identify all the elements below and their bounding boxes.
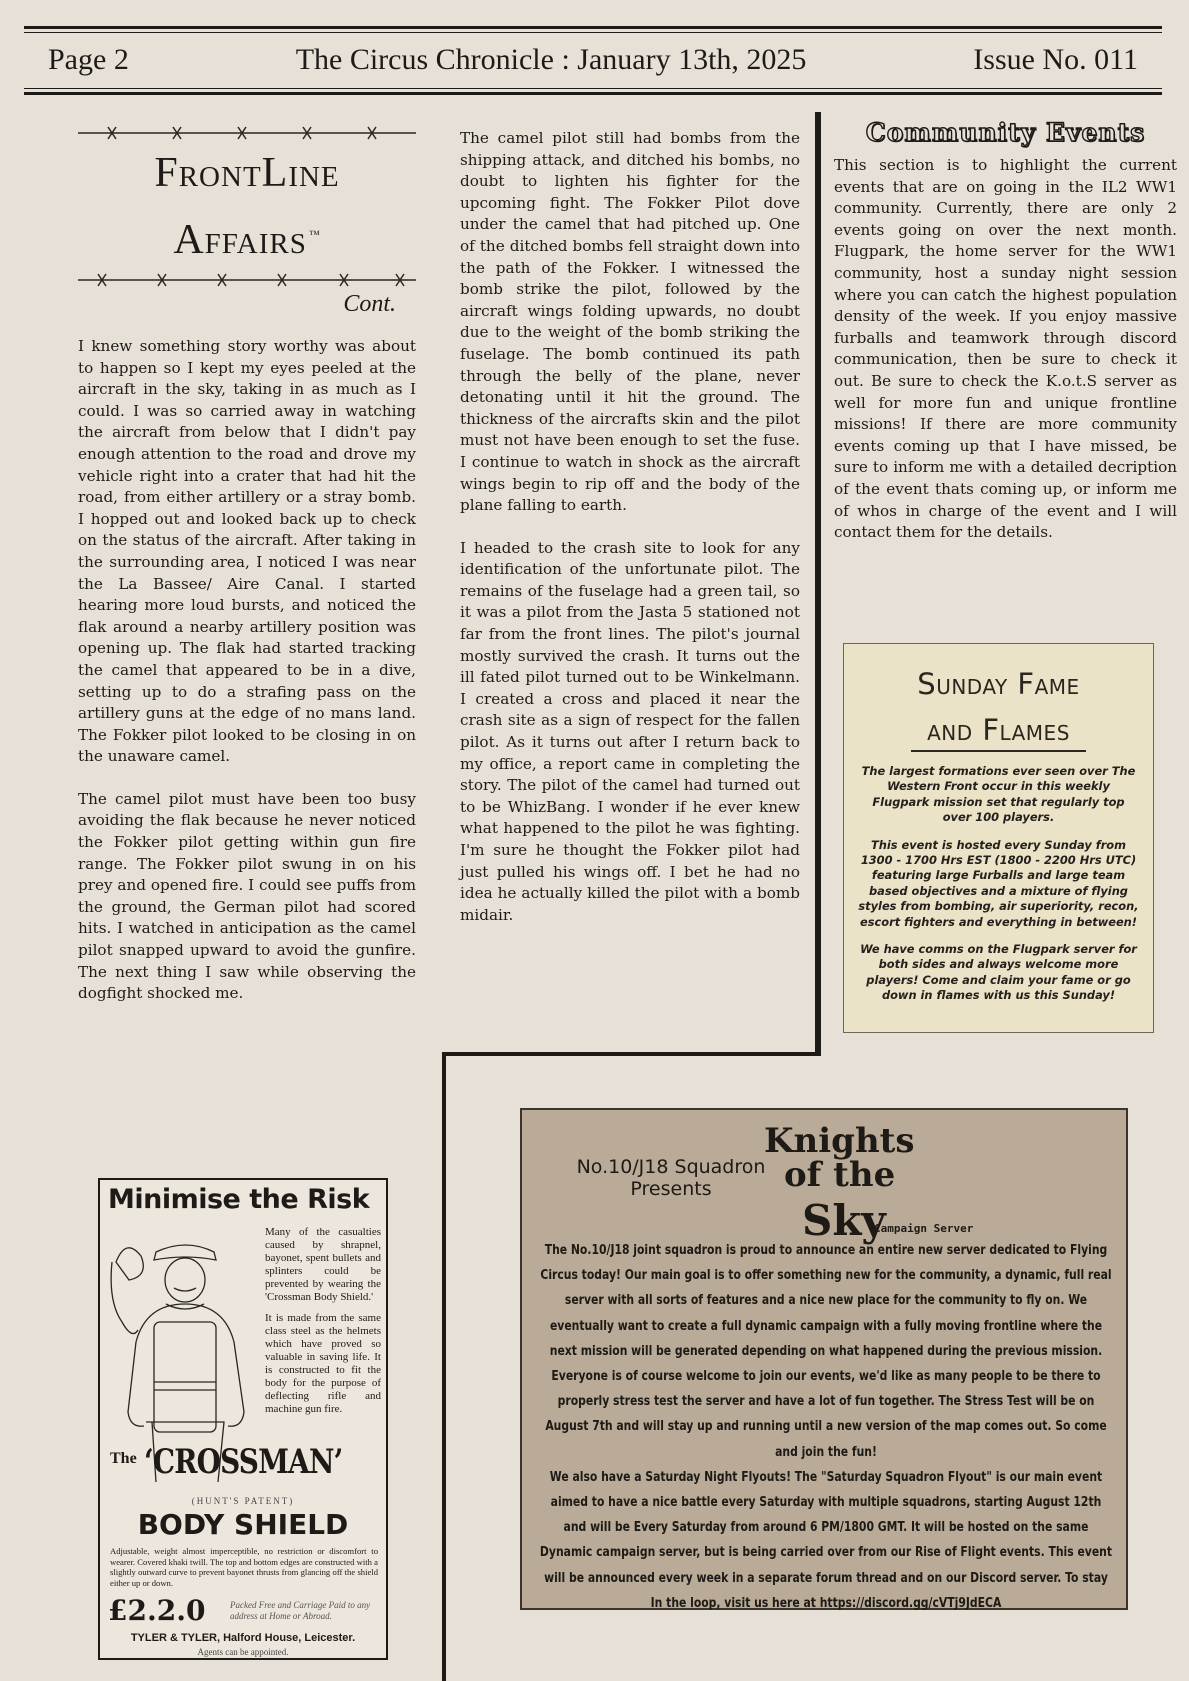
ad-side-paragraph: It is made from the same class steel as the helmets which have proved so valuable in saving life. It is constructed to fit the body for the purpose of deflecting rifle and machine gun fire.	[265, 1312, 381, 1415]
ad-body-shield: BODY SHIELD	[137, 1508, 349, 1541]
sunday-fame-box	[843, 643, 1154, 1033]
column-divider-horizontal	[442, 1052, 821, 1056]
community-events-section	[834, 118, 1177, 544]
continued-label: Cont.	[343, 291, 396, 317]
column-divider-lower	[442, 1052, 446, 1681]
newspaper-title: The Circus Chronicle : January 13th, 2025	[295, 43, 807, 76]
frontline-title-line2: Affairs	[173, 217, 307, 263]
knights-title-1: Knights	[764, 1121, 915, 1161]
issue-number: Issue No. 011	[973, 43, 1138, 76]
article-paragraph: The camel pilot still had bombs from the shipping attack, and ditched his bombs, no doubt to lighten his fighter for the upcoming fight. The Fokker Pilot dove under the camel that had pitched up. One of the ditched bombs fell straight down into the path of the Fokker. I witnessed the bomb strike the pilot, followed by the aircraft wings folding upwards, no doubt due to the weight of the bomb striking the fuselage. The bomb continued its path through the belly of the plane, never detonating until it hit the ground. The thickness of the aircrafts skin and the pilot must not have been enough to set the fuse. I continue to watch in shock as the aircraft wings begin to rip off and the body of the plane falling to earth.	[460, 129, 800, 515]
ad-patent: (HUNT'S PATENT)	[191, 1496, 295, 1506]
ad-side-paragraph: Many of the casualties caused by shrapnel, bayonet, spent bullets and splinters could be prevented by wearing the 'Crossman Body Shield.'	[265, 1226, 381, 1303]
knights-paragraph: The No.10/J18 joint squadron is proud to announce an entire new server dedicated to Flying Circus today! Our main goal is to offer something new for the community, a dynamic, full real server with all sorts of features and a nice new place for the community to fly on. We eventually want to create a full dynamic campaign with a fully moving frontline where the next mission will be generated depending on what happened during the previous mission.	[540, 1243, 1112, 1359]
article-paragraph: I headed to the crash site to look for any identification of the unfortunate pilot. The remains of the fuselage had a green tail, so it was a pilot from the Jasta 5 stationed not far from the front lines. The pilot's journal mostly survived the crash. It turns out the ill fated pilot turned out to be Winkelmann. I created a cross and placed it near the crash site as a sign of respect for the fallen pilot. As it turns out after I return back to my office, a report came in completing the story. The pilot of the camel had turned out to be WhizBang. I wonder if he ever knew what happened to the pilot he was fighting. I'm sure he thought the Fokker pilot had just pulled his wings off. I bet he had no idea he actually killed the pilot with a bomb midair.	[460, 538, 800, 924]
ad-agents: Agents can be appointed.	[197, 1647, 289, 1657]
barbed-wire-top-icon	[78, 124, 416, 142]
community-events-title: Community Events	[865, 118, 1146, 147]
sunday-blurb: This event is hosted every Sunday from 1300 - 1700 Hrs EST (1800 - 2200 Hrs UTC) featuring large Furballs and large team based objectives and a mixture of flying styles from bombing, air superiority, recon, escort fighters and everything in between!	[858, 837, 1139, 929]
crossman-advertisement	[98, 1178, 388, 1660]
knights-paragraph: We also have a Saturday Night Flyouts! The "Saturday Squadron Flyout" is our main event aimed to have a nice battle every Saturday with multiple squadrons, starting August 12th and will be Every Saturday from around 6 PM/1800 GMT. It will be hosted on the same Dynamic campaign server, but is being carried over from our Rise of Flight events. This event will be announced every week in a separate forum thread and on our Discord server. To stay In the loop, visit us here at https://discord.gg/cVTj9JdECA	[539, 1469, 1113, 1611]
knights-title-2: of the	[784, 1155, 896, 1195]
knights-body	[539, 1238, 1113, 1616]
sunday-title-line2: and Flames	[911, 710, 1086, 752]
knights-title-3: Sky	[802, 1196, 886, 1245]
frontline-title-line1: FrontLine	[154, 150, 340, 196]
page-number: Page 2	[48, 43, 129, 76]
knights-paragraph: Everyone is of course welcome to join our events, we'd like as many people to be there to properly stress test the server and have a lot of fun together. The Stress Test will be on August 7th and will stay up and running until a new version of the map comes out. So come and join the fun!	[545, 1369, 1107, 1460]
squadron-presents: No.10/J18 Squadron Presents	[576, 1156, 766, 1200]
campaign-server-label: Campaign Server	[874, 1222, 974, 1235]
top-rule-thick	[24, 26, 1162, 29]
frontline-column	[78, 124, 416, 1005]
frontline-article-part1	[78, 336, 416, 1005]
trademark: ™	[308, 229, 321, 241]
bottom-rule-thin	[24, 88, 1162, 89]
frontline-title	[78, 142, 416, 271]
article-paragraph: The camel pilot must have been too busy avoiding the flak because he never noticed the Fokker pilot getting within gun fire range. The Fokker pilot swung in on his prey and opened fire. I could see puffs from the ground, the German pilot had scored hits. I watched in anticipation as the camel pilot snapped upward to avoid the gunfire. The next thing I saw while observing the dogfight shocked me.	[78, 789, 416, 1003]
ad-title: Minimise the Risk	[108, 1184, 370, 1215]
ad-crossman: ‘CROSSMAN’	[144, 1442, 343, 1482]
knights-of-the-sky-box	[520, 1108, 1128, 1610]
column-divider-vertical	[815, 112, 821, 1056]
masthead	[24, 36, 1162, 84]
article-paragraph: I knew something story worthy was about to happen so I kept my eyes peeled at the aircraft in the sky, taking in as much as I could. I was so carried away in watching the aircraft from below that I didn't pay enough attention to the road and drove my vehicle right into a crater that had hit the road, from either artillery or a stray bomb. I hopped out and looked back up to check on the status of the aircraft. After taking in the surrounding area, I noticed I was near the La Bassee/ Aire Canal. I started hearing more loud bursts, and noticed the flak around a nearby artillery position was opening up. The flak had started tracking the camel that appeared to be in a dive, setting up to do a strafing pass on the artillery guns at the edge of no mans land. The Fokker pilot looked to be closing in on the unaware camel.	[78, 337, 416, 766]
ad-maker: TYLER & TYLER, Halford House, Leicester.	[130, 1632, 356, 1644]
ad-price: £2.2.0	[108, 1594, 206, 1627]
ad-description	[265, 1226, 381, 1416]
ad-fine-print: Adjustable, weight almost imperceptible, no restriction or discomfort to wearer. Covered khaki twill. The top and bottom edges are constructed with a slightly outward curve to prevent bayonet thrusts from glancing off the shield either up or down.	[110, 1546, 378, 1588]
ad-postage: Packed Free and Carriage Paid to any address at Home or Abroad.	[230, 1600, 371, 1621]
bottom-rule-thick	[24, 92, 1162, 95]
barbed-wire-bottom-icon	[78, 271, 416, 289]
knights-header	[536, 1118, 1112, 1248]
ad-the: The	[110, 1450, 137, 1467]
community-events-text: This section is to highlight the current events that are on going in the IL2 WW1 community. Currently, there are only 2 events going on over the next month. Flugpark, the home server for the WW1 community, host a sunday night session where you can catch the highest population density of the week. If you enjoy massive furballs and teamwork through discord communication, then be sure to check it out. Be sure to check the K.o.t.S server as well for more fun and unique frontline missions! If there are more community events coming up that I have missed, be sure to inform me with a detailed decription of the event thats coming up, or inform me of whos in charge of the event and I will contact them for the details.	[834, 156, 1177, 542]
top-rule-thin	[24, 32, 1162, 33]
sunday-title-line1: Sunday Fame	[917, 667, 1080, 701]
sunday-blurb: We have comms on the Flugpark server for both sides and always welcome more players! Come and claim your fame or go down in flames with us this Sunday!	[860, 942, 1137, 1003]
sunday-blurb: The largest formations ever seen over The Western Front occur in this weekly Flugpark mission set that regularly top over 100 players.	[861, 764, 1136, 825]
frontline-article-part2	[460, 128, 800, 926]
